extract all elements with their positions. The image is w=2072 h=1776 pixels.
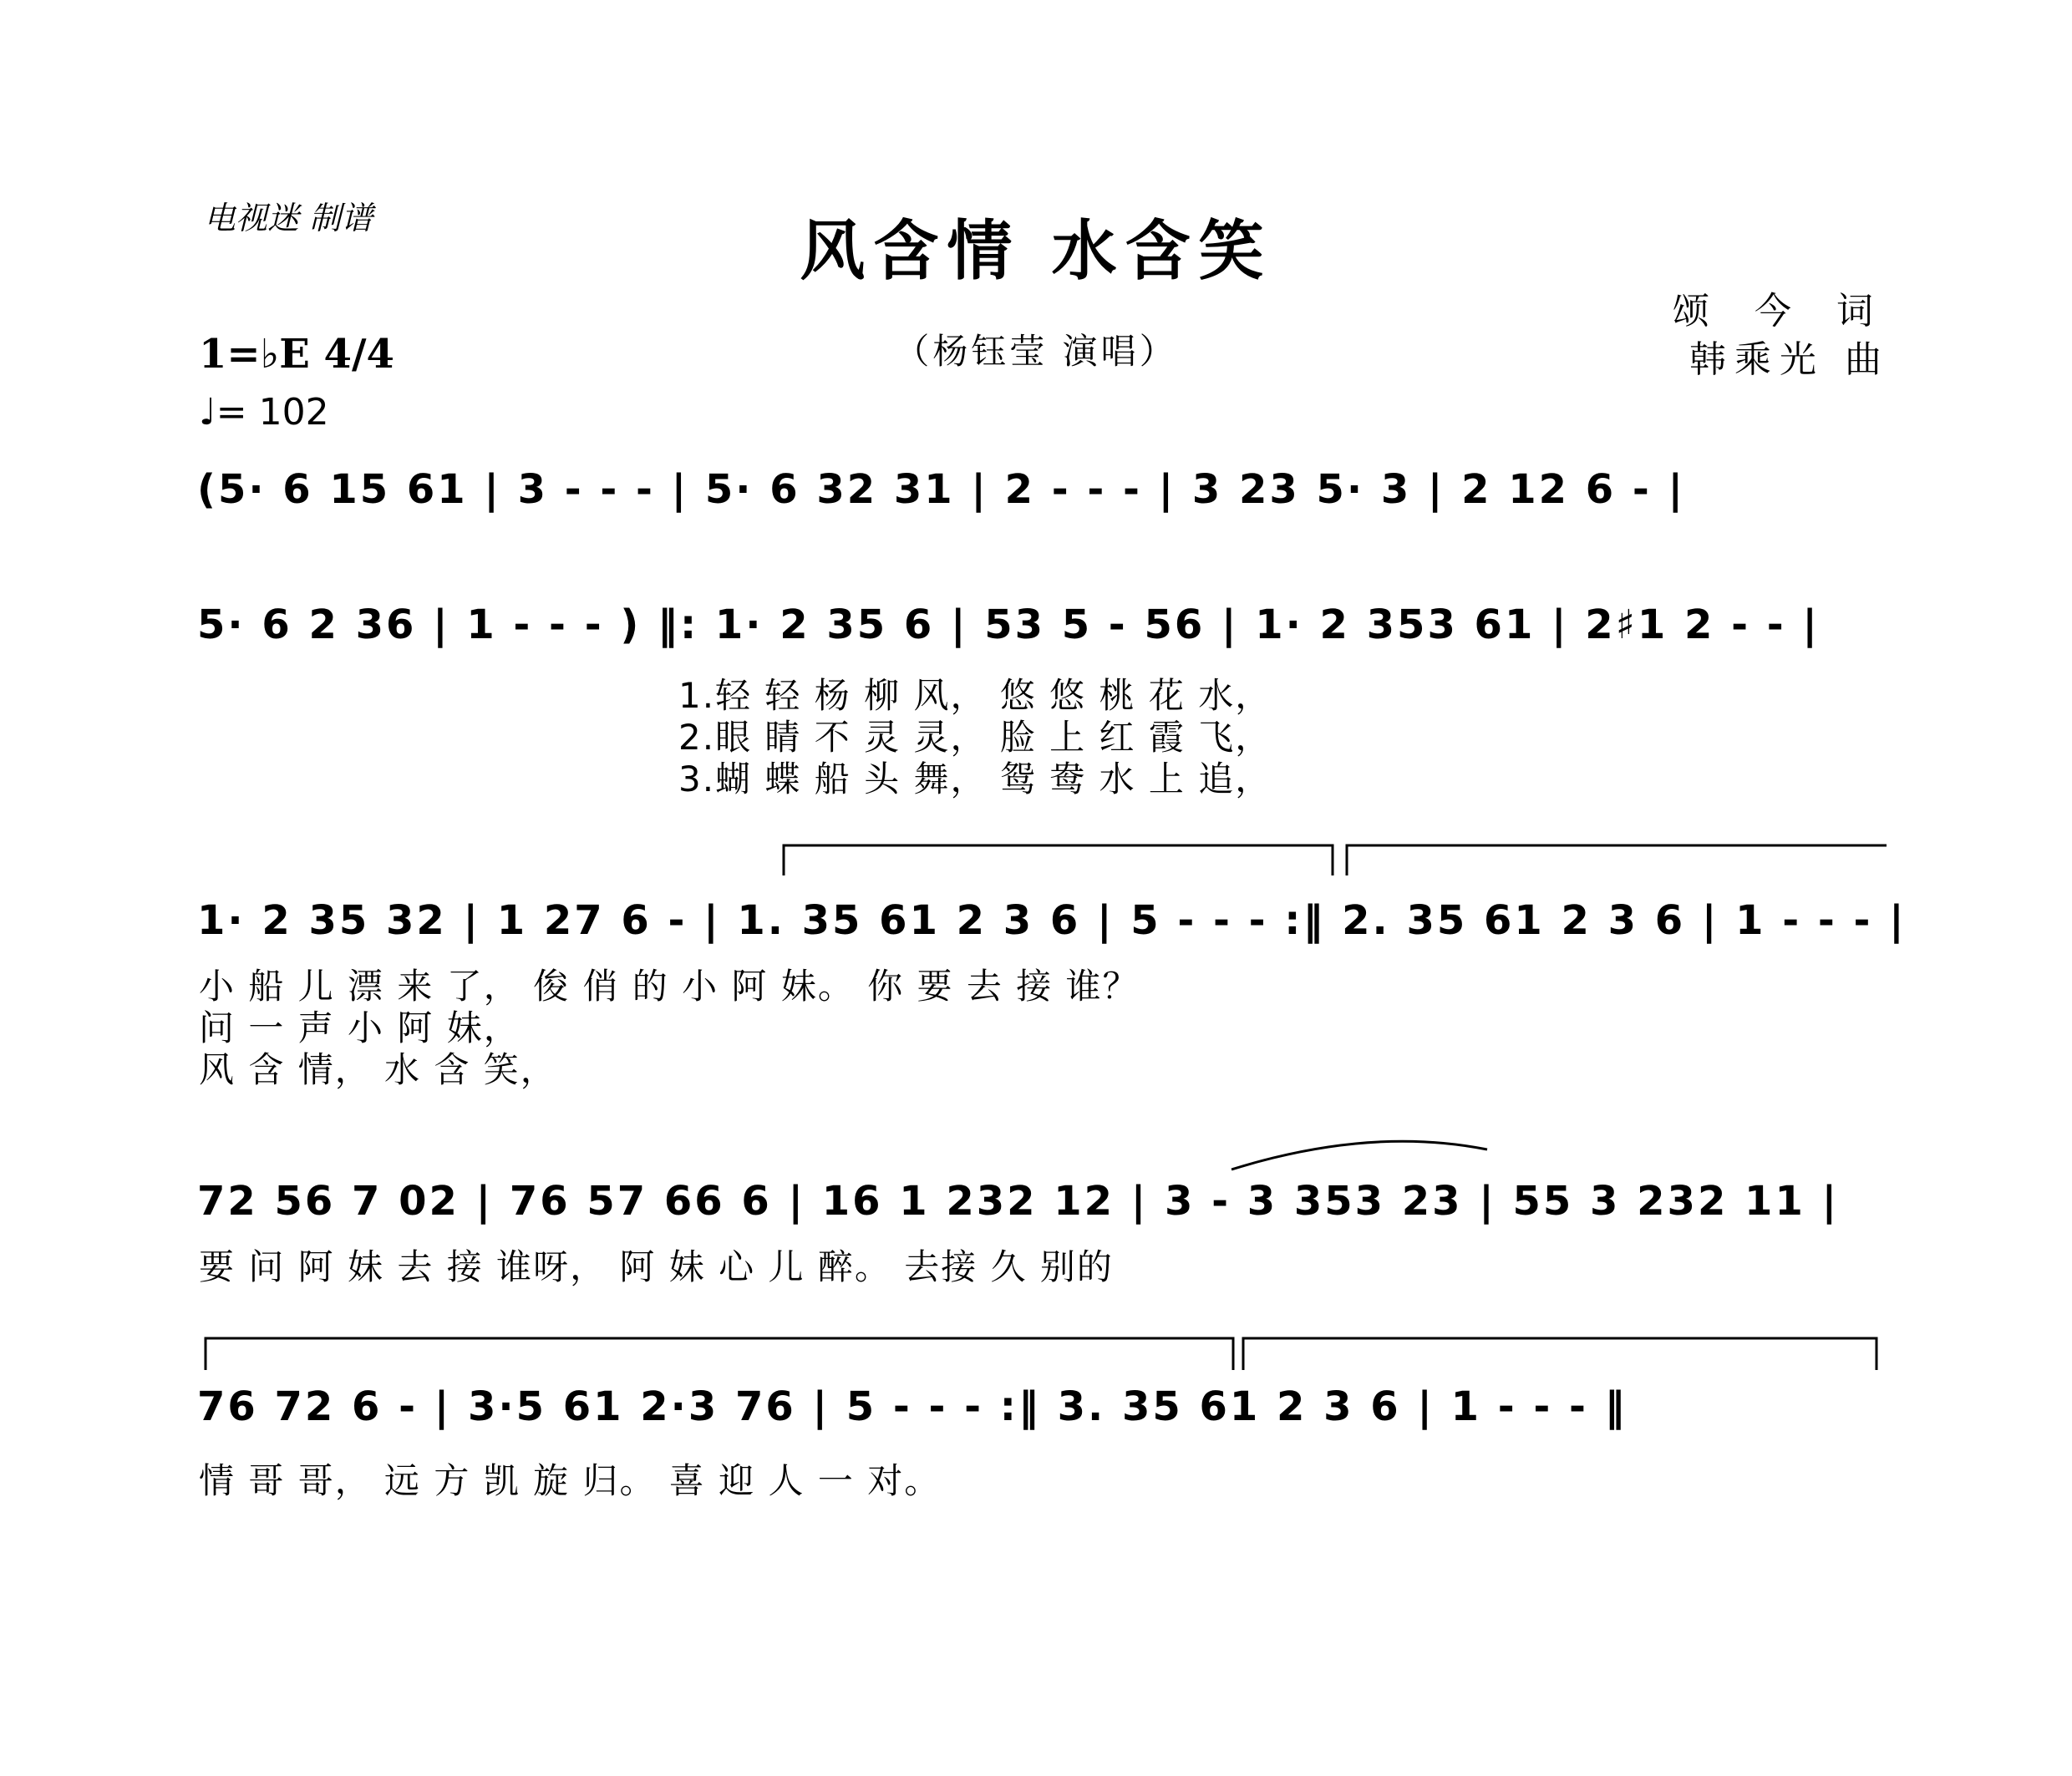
stave-3-lyric-verse-1: 小 船 儿 漂 来 了， 俊 俏 的 小 阿 妹。 你 要 去 接 谁？ <box>199 966 1140 1007</box>
composer-credit: 韩乘光 曲 <box>1689 338 1890 381</box>
stave-5-notes: 76 72 6 - | 3·5 61 2·3 76 | 5 - - - :‖ 3. 35 61 2 3 6 | 1 - - - ‖ <box>197 1383 1628 1430</box>
stave-3-notes: 1· 2 35 32 | 1 27 6 - | 1. 35 61 2 3 6 | 5 - - - :‖ 2. 35 61 2 3 6 | 1 - - - | <box>197 897 1907 944</box>
transcriber-credit: 电视迷 制谱 <box>204 200 373 236</box>
song-title: 风含情 水含笑 <box>800 213 1272 289</box>
stave-2-lyric-verse-1: 1.轻 轻 杨 柳 风， 悠 悠 桃 花 水， <box>678 675 1272 716</box>
tempo-marking: ♩= 102 <box>199 391 329 434</box>
stave-2-lyric-verse-2: 2.眼 睛 不 灵 灵， 脸 上 红 霞 飞， <box>678 717 1272 758</box>
stave-5-lyric: 情 哥 哥， 远 方 凯 旋 归。 喜 迎 人 一 对。 <box>199 1460 942 1501</box>
second-ending-bracket <box>1347 845 1887 875</box>
third-ending-bracket <box>1243 1338 1876 1370</box>
singer-credit: （杨钰莹 演唱） <box>894 331 1178 372</box>
stave-4-notes: 72 56 7 02 | 76 57 66 6 | 16 1 232 12 | 3 - 3 353 23 | 55 3 232 11 | <box>197 1178 1840 1225</box>
stave-1-notes: (5· 6 15 61 | 3 - - - | 5· 6 32 31 | 2 - - - | 3 23 5· 3 | 2 12 6 - | <box>197 466 1686 513</box>
lyricist-credit: 颂 今 词 <box>1673 290 1890 332</box>
first-ending-bracket <box>784 845 1333 875</box>
stave-3-lyric-verse-2: 问 一 声 小 阿 妹， <box>199 1007 521 1048</box>
stave-3-lyric-verse-3: 风 含 情， 水 含 笑， <box>199 1049 557 1090</box>
stave-2-notes: 5· 6 2 36 | 1 - - - ) ‖: 1· 2 35 6 | 53 5 - 56 | 1· 2 353 61 | 2♯1 2 - - | <box>197 601 1820 648</box>
stave-2-lyric-verse-3: 3.蝴 蝶 船 头 舞， 鸳 鸯 水 上 追， <box>678 759 1272 799</box>
key-signature: 1=♭E 4/4 <box>199 331 394 378</box>
repeat-ending-bracket <box>206 1338 1233 1370</box>
long-slur <box>1232 1141 1487 1170</box>
stave-4-lyric: 要 问 阿 妹 去 接 谁呀， 阿 妹 心 儿 醉。 去接 久 别的 <box>199 1246 1114 1287</box>
